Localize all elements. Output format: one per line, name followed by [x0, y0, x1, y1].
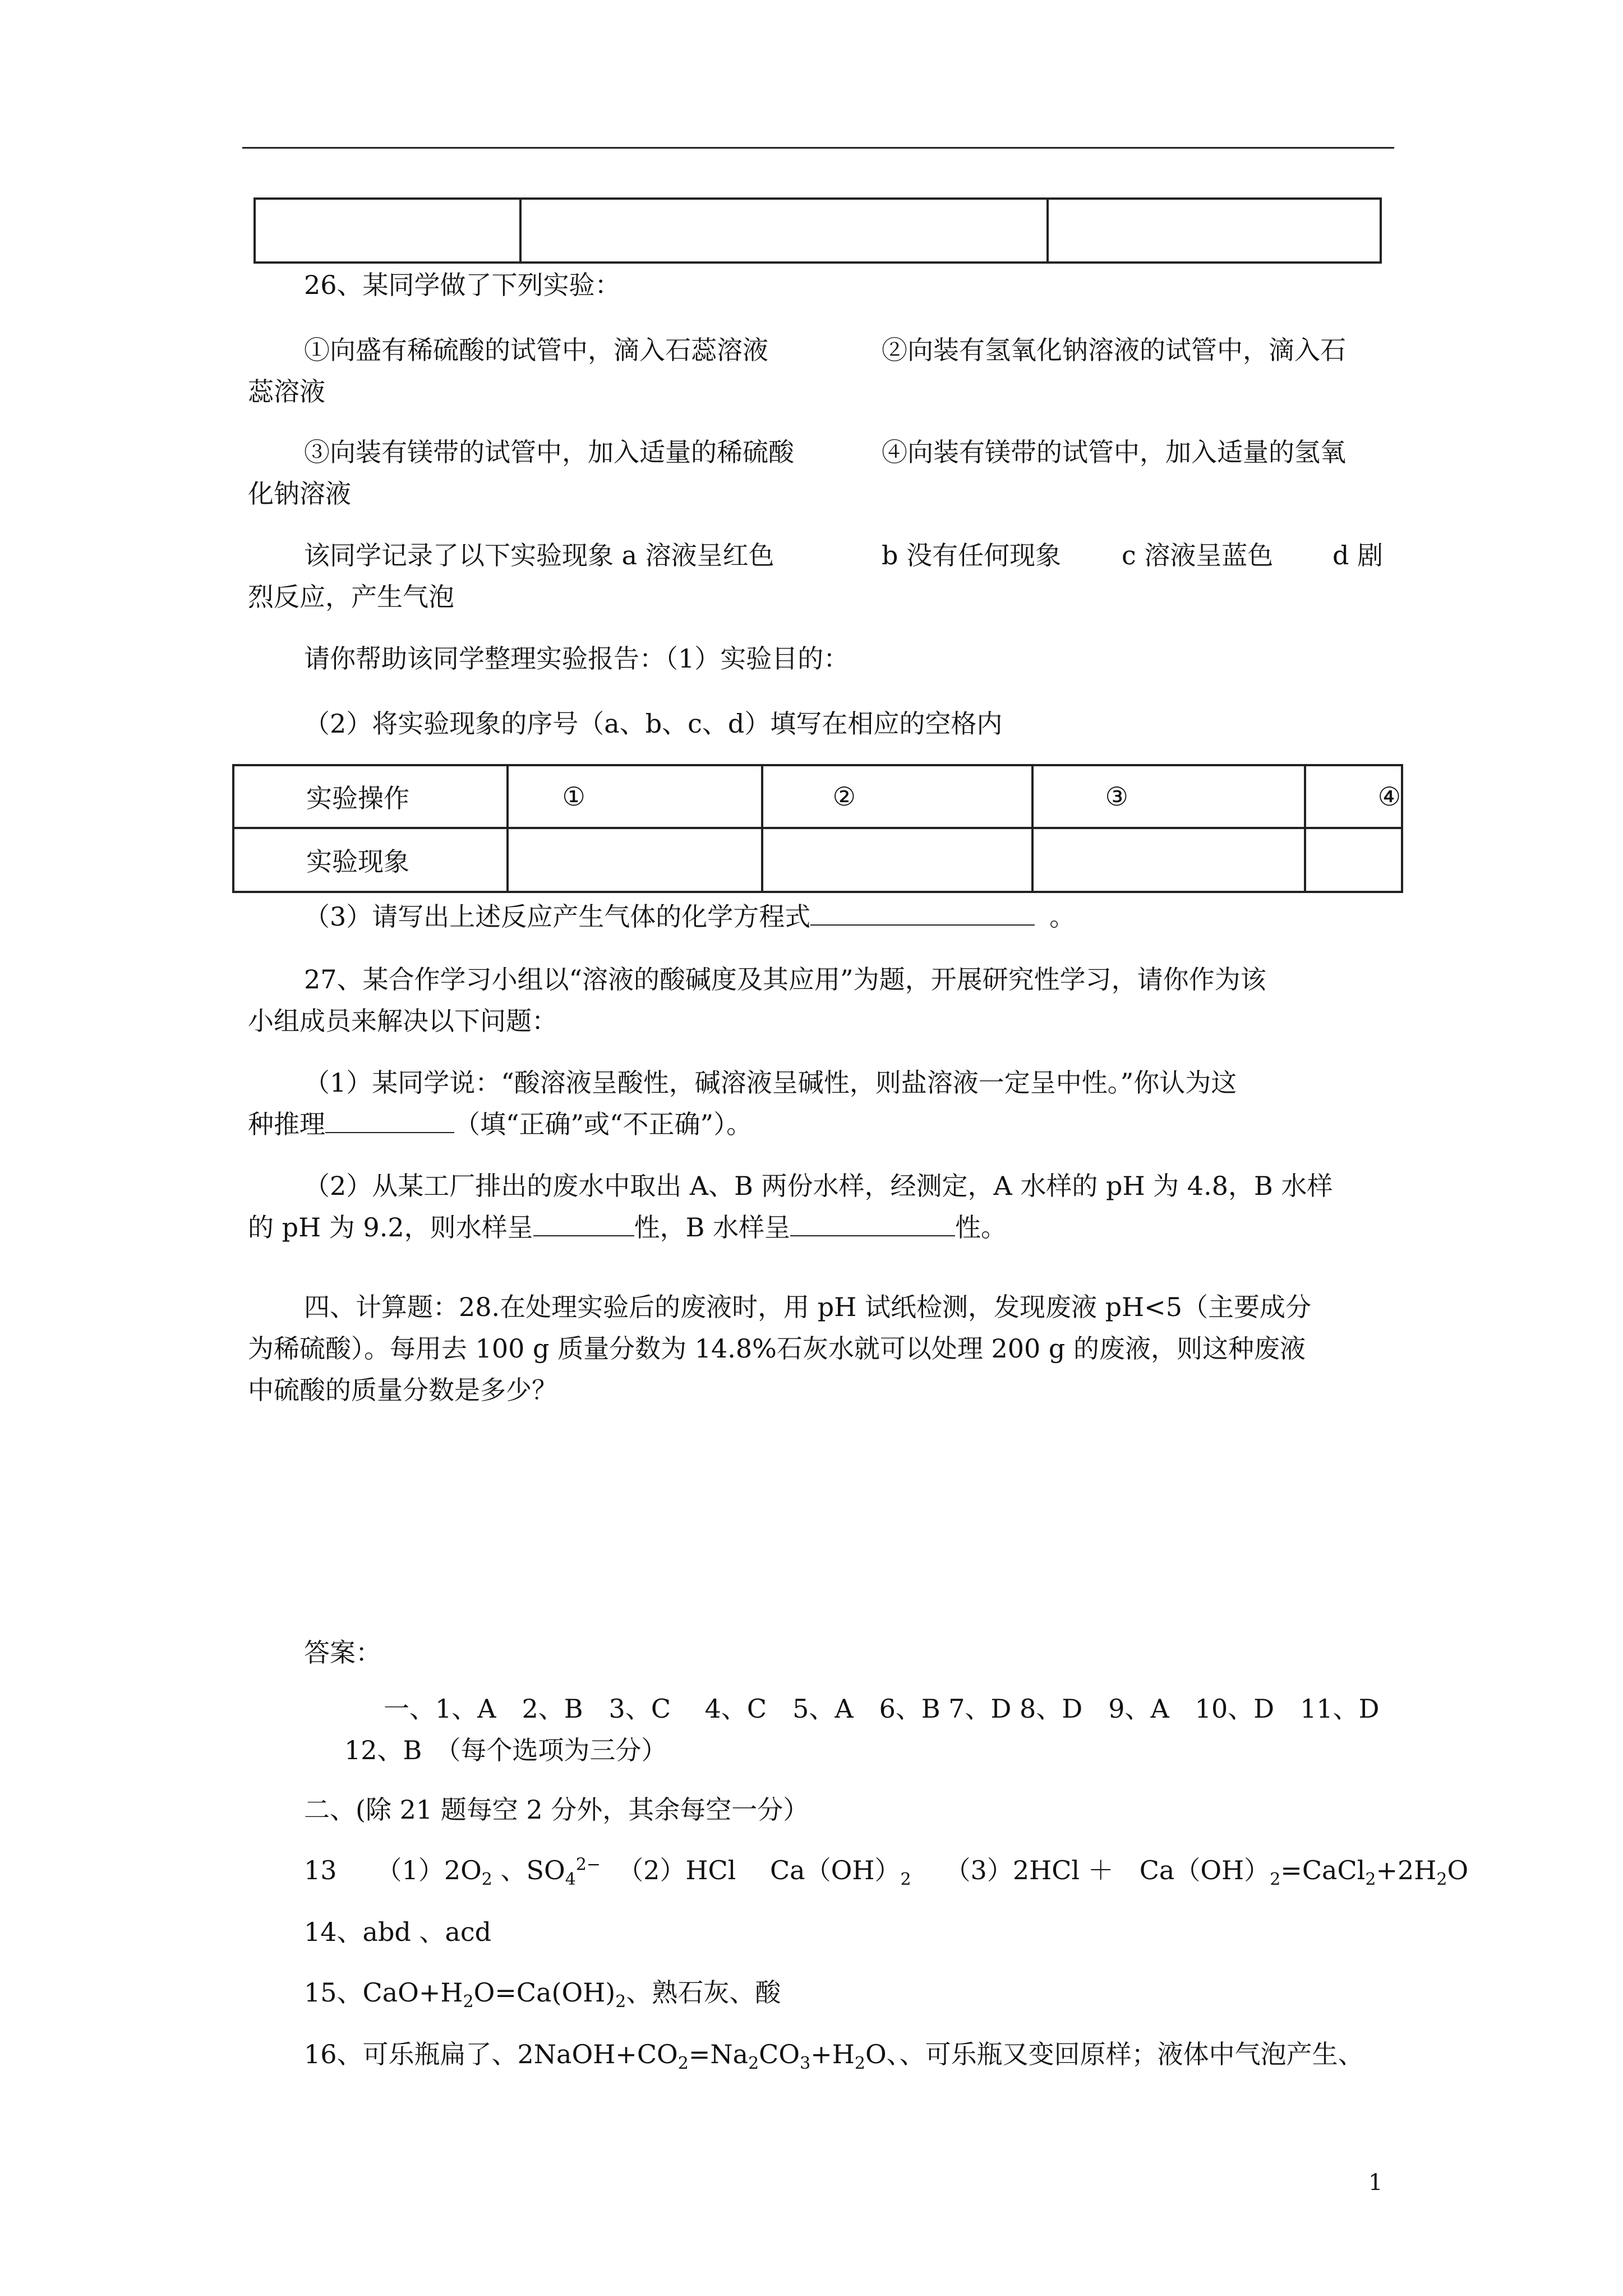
table-answer-cell: [508, 828, 762, 892]
q26-report-table: [232, 764, 1403, 893]
table-op-2: ②: [762, 765, 1032, 828]
answers-heading: 答案：: [304, 1637, 381, 1668]
q27-line2: 小组成员来解决以下问题：: [248, 1006, 557, 1036]
q26-step3-end: 。: [1049, 901, 1076, 932]
q26-observation-b: b 没有任何现象: [882, 540, 1062, 570]
q26-op3: ③向装有镁带的试管中，加入适量的稀硫酸: [304, 437, 794, 467]
subscript: 2: [677, 2054, 689, 2074]
answer-15-c: 、熟石灰、酸: [626, 1977, 781, 2008]
q26-report: 请你帮助该同学整理实验报告：（1）实验目的：: [304, 643, 850, 674]
subscript: 3: [800, 2054, 811, 2074]
table-answer-cell: [1305, 828, 1402, 892]
q26-observation-a: 该同学记录了以下实验现象 a 溶液呈红色: [304, 540, 774, 570]
page-number: 1: [1368, 2170, 1383, 2196]
q26-op4-cont: 化钠溶液: [248, 478, 351, 509]
subscript: 2: [463, 1992, 474, 2012]
answer-blank: [790, 1213, 955, 1236]
answer-16-d: +H: [810, 2039, 855, 2069]
answer-16-c: CO: [759, 2039, 800, 2069]
q27-p2-line1: （2）从某工厂排出的废水中取出 A、B 两份水样，经测定，A 水样的 pH 为 4.8，B 水样: [304, 1171, 1333, 1201]
q26-op1: ①向盛有稀硫酸的试管中，滴入石蕊溶液: [304, 335, 768, 365]
top-table-fragment: [253, 197, 1382, 264]
subscript: 2: [1270, 1870, 1281, 1890]
table-answer-cell: [762, 828, 1032, 892]
answers-mc-line2: 12、B （每个选项为三分）: [344, 1735, 667, 1765]
table-answer-cell: [1032, 828, 1305, 892]
answer-13-part1b: 、SO: [492, 1855, 565, 1885]
q28-line1: 四、计算题：28.在处理实验后的废液时，用 pH 试纸检测，发现废液 pH<5（主要成分: [304, 1292, 1311, 1322]
table-op-3: ③: [1032, 765, 1305, 828]
q26-op2-cont: 蕊溶液: [248, 376, 325, 407]
q26-step3-text: （3）请写出上述反应产生气体的化学方程式: [304, 901, 811, 932]
q27-line1: 27、某合作学习小组以“溶液的酸碱度及其应用”为题，开展研究性学习，请你作为该: [304, 964, 1266, 995]
q27-p1-text: 种推理: [248, 1109, 325, 1139]
q26-step3: [304, 900, 1075, 933]
subscript: 2: [900, 1870, 911, 1890]
answer-16-a: 16、可乐瓶扁了、2NaOH+CO: [304, 2039, 678, 2069]
answer-15-a: 15、CaO+H: [304, 1977, 463, 2008]
q26-step2: （2）将实验现象的序号（a、b、c、d）填写在相应的空格内: [304, 708, 1003, 739]
answers-mc-line1: 一、1、A 2、B 3、C 4、C 5、A 6、B 7、D 8、D 9、A 10、D 11、D: [384, 1694, 1380, 1724]
q26-op4: ④向装有镁带的试管中，加入适量的氢氧: [882, 437, 1346, 467]
subscript: 4: [565, 1870, 576, 1890]
q27-p1-line2: [248, 1107, 752, 1141]
q26-observation-c: c 溶液呈蓝色: [1122, 540, 1274, 570]
q26-observation-d: d 剧: [1332, 540, 1384, 570]
answer-blank: [533, 1213, 634, 1236]
answer-15: [304, 1976, 781, 2012]
table-cell: [520, 199, 1048, 263]
q26-title: 26、某同学做了下列实验：: [304, 270, 621, 300]
answer-13-part3b: =CaCl: [1280, 1855, 1366, 1885]
subscript: 2: [748, 2054, 759, 2074]
subscript: 2: [854, 2054, 865, 2074]
table-op-4: ④: [1305, 765, 1402, 828]
subscript: 2: [1436, 1870, 1447, 1890]
q28-line3: 中硫酸的质量分数是多少？: [248, 1375, 557, 1405]
q26-op2: ②向装有氢氧化钠溶液的试管中，滴入石: [882, 335, 1346, 365]
q26-observation-d-cont: 烈反应，产生气泡: [248, 582, 454, 612]
answer-blank: [810, 902, 1035, 926]
superscript: 2−: [575, 1855, 601, 1875]
answer-15-b: O=Ca(OH): [473, 1977, 616, 2008]
q27-p2-text-b: 性，B 水样呈: [634, 1212, 791, 1243]
answer-13-part2: （2）HCl Ca（OH）: [617, 1855, 901, 1885]
subscript: 2: [481, 1870, 492, 1890]
answer-blank: [325, 1110, 454, 1133]
answer-13-part3d: O: [1447, 1855, 1469, 1885]
answer-13-number: 13: [304, 1855, 337, 1885]
table-header-phenomenon: 实验现象: [233, 828, 508, 892]
table-op-1: ①: [508, 765, 762, 828]
table-cell: [1048, 199, 1381, 263]
q27-p1-hint: （填“正确”或“不正确”）。: [454, 1109, 753, 1139]
answer-13-part3: （3）2HCl ＋ Ca（OH）: [944, 1855, 1270, 1885]
q27-p2-text-a: 的 pH 为 9.2，则水样呈: [248, 1212, 533, 1243]
answer-16: [304, 2037, 1364, 2074]
answer-13-part3c: +2H: [1376, 1855, 1437, 1885]
answers-section2: 二、(除 21 题每空 2 分外，其余每空一分）: [304, 1795, 809, 1825]
q27-p1-line1: （1）某同学说：“酸溶液呈酸性，碱溶液呈碱性，则盐溶液一定呈中性。”你认为这: [304, 1068, 1237, 1098]
answer-13-part1: （1）2O: [376, 1855, 482, 1885]
answer-16-b: =Na: [688, 2039, 749, 2069]
subscript: 2: [1365, 1870, 1376, 1890]
q27-p2-line2: [248, 1211, 1007, 1244]
answer-14: 14、abd 、acd: [304, 1917, 492, 1947]
header-rule: [242, 147, 1394, 149]
subscript: 2: [615, 1992, 626, 2012]
q27-p2-text-c: 性。: [955, 1212, 1007, 1243]
q28-line2: 为稀硫酸）。每用去 100 g 质量分数为 14.8%石灰水就可以处理 200 g 的废液，则这种废液: [248, 1333, 1306, 1364]
table-header-operation: 实验操作: [233, 765, 508, 828]
answer-16-e: O、、可乐瓶又变回原样；液体中气泡产生、: [865, 2039, 1364, 2069]
table-cell: [255, 199, 520, 263]
answer-13: [304, 1853, 1469, 1890]
